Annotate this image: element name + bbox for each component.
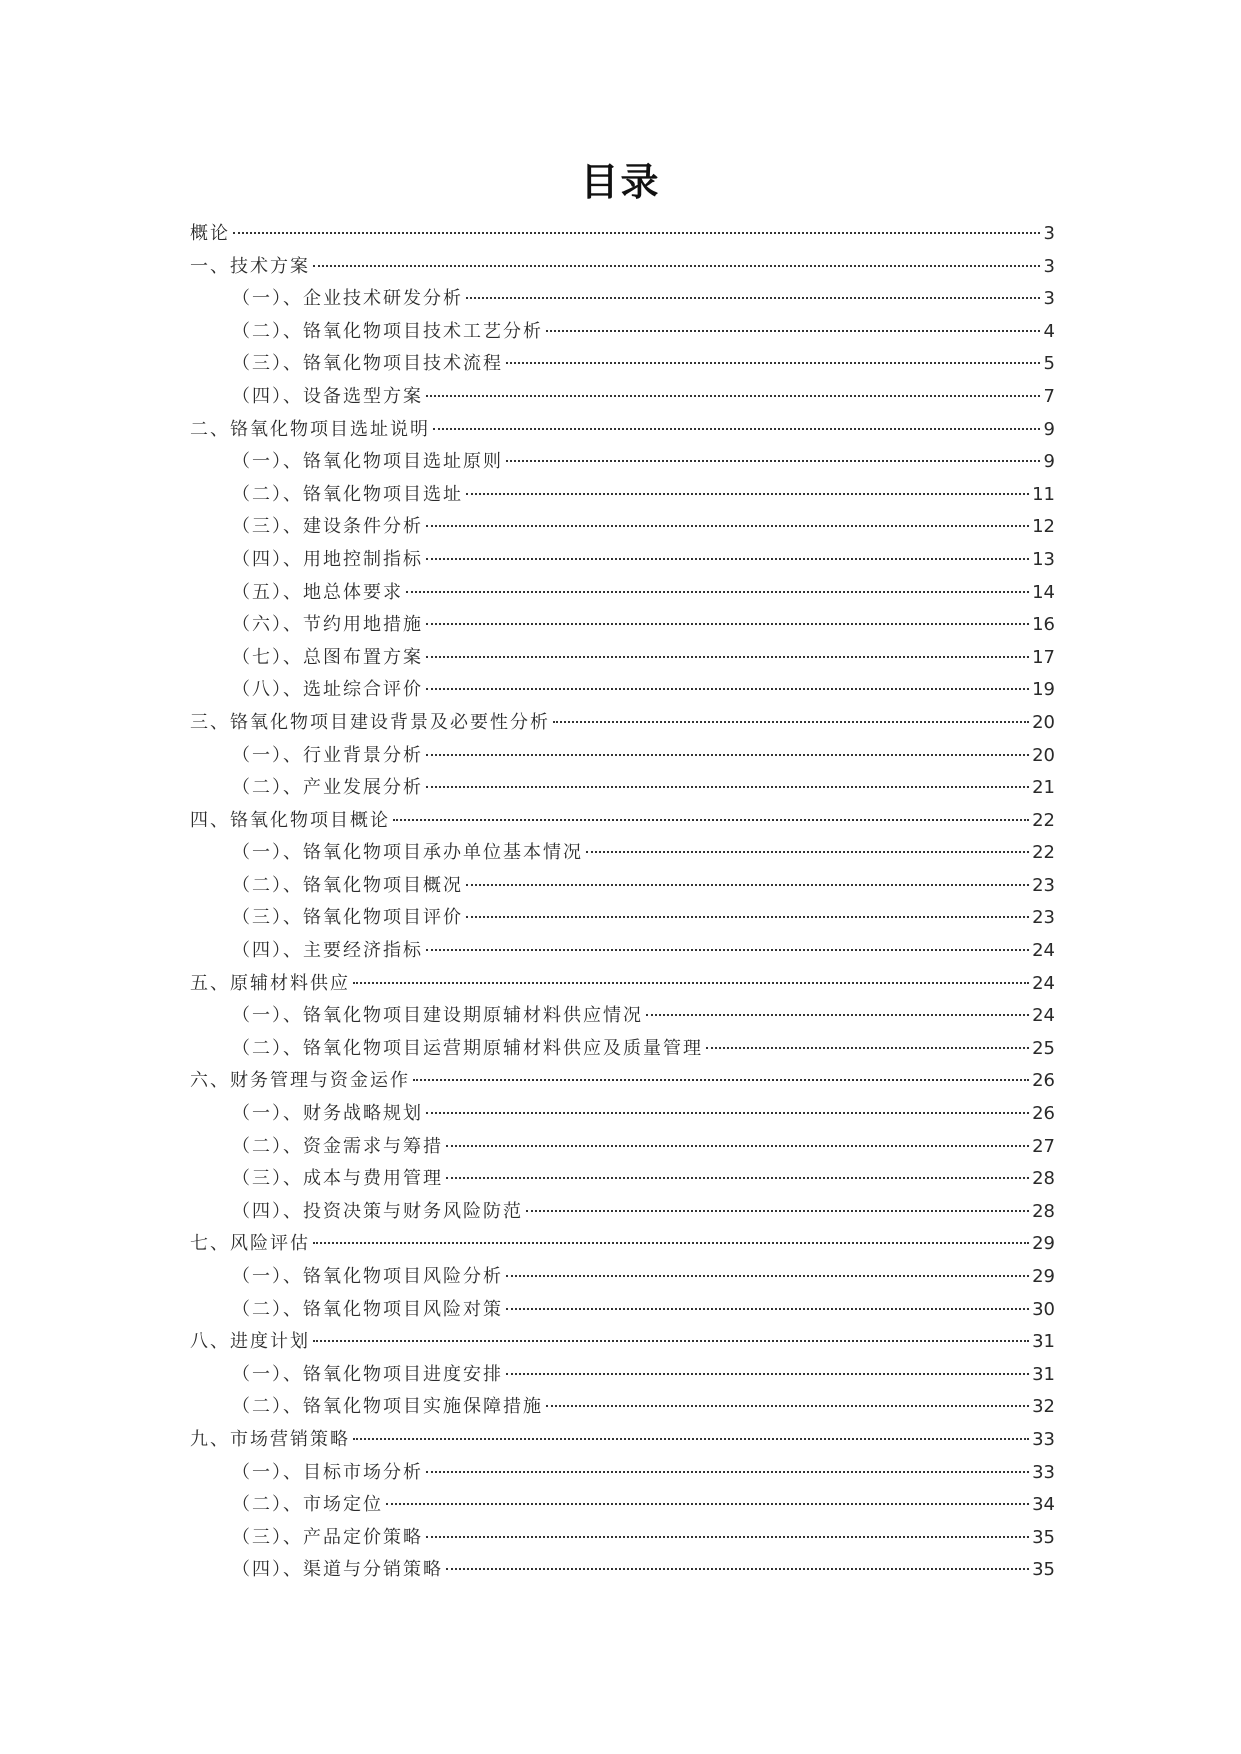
toc-section-entry[interactable] bbox=[190, 740, 1055, 773]
toc-page-number: 14 bbox=[1032, 581, 1055, 603]
toc-entry-label: （七）、总图布置方案 bbox=[232, 646, 423, 668]
toc-section-entry[interactable] bbox=[190, 348, 1055, 381]
toc-section-entry[interactable] bbox=[190, 1457, 1055, 1490]
toc-page-number: 3 bbox=[1043, 223, 1055, 244]
toc-dot-leader bbox=[526, 1210, 1029, 1212]
toc-dot-leader bbox=[506, 1373, 1029, 1375]
toc-page-number: 16 bbox=[1032, 614, 1055, 636]
toc-section-entry[interactable] bbox=[190, 1033, 1055, 1066]
toc-entry-label: （一）、行业背景分析 bbox=[232, 744, 423, 766]
toc-dot-leader bbox=[426, 525, 1029, 527]
toc-page-number: 11 bbox=[1032, 483, 1055, 505]
toc-entry-label: （五）、地总体要求 bbox=[232, 581, 403, 603]
toc-section-entry[interactable] bbox=[190, 1098, 1055, 1131]
toc-section-entry[interactable] bbox=[190, 1522, 1055, 1555]
toc-page-number: 32 bbox=[1032, 1396, 1055, 1418]
toc-dot-leader bbox=[313, 265, 1040, 267]
toc-chapter-entry[interactable] bbox=[190, 1065, 1055, 1098]
toc-entry-label: （一）、铬氧化物项目建设期原辅材料供应情况 bbox=[232, 1005, 643, 1027]
toc-dot-leader bbox=[393, 819, 1029, 821]
toc-entry-label: （四）、投资决策与财务风险防范 bbox=[232, 1200, 523, 1222]
toc-entry-label: （二）、铬氧化物项目技术工艺分析 bbox=[232, 320, 543, 342]
toc-section-entry[interactable] bbox=[190, 511, 1055, 544]
toc-page-number: 28 bbox=[1032, 1168, 1055, 1190]
toc-dot-leader bbox=[506, 460, 1040, 462]
toc-entry-label: （一）、铬氧化物项目风险分析 bbox=[232, 1266, 503, 1287]
toc-entry-label: （三）、铬氧化物项目技术流程 bbox=[232, 353, 503, 375]
toc-section-entry[interactable] bbox=[190, 1294, 1055, 1327]
toc-dot-leader bbox=[313, 1340, 1029, 1342]
toc-dot-leader bbox=[706, 1047, 1029, 1049]
toc-dot-leader bbox=[233, 232, 1040, 234]
toc-dot-leader bbox=[426, 623, 1029, 625]
toc-entry-label: （三）、成本与费用管理 bbox=[232, 1168, 443, 1190]
toc-entry-label: （六）、节约用地措施 bbox=[232, 614, 423, 636]
toc-page-number: 26 bbox=[1032, 1103, 1055, 1125]
toc-entry-label: （四）、设备选型方案 bbox=[232, 385, 423, 407]
toc-page-number: 4 bbox=[1043, 320, 1055, 342]
toc-section-entry[interactable] bbox=[190, 577, 1055, 610]
toc-entry-label: （四）、用地控制指标 bbox=[232, 548, 423, 570]
toc-dot-leader bbox=[506, 1308, 1029, 1310]
toc-page-number: 12 bbox=[1032, 516, 1055, 538]
toc-dot-leader bbox=[406, 591, 1029, 593]
toc-section-entry[interactable] bbox=[190, 1391, 1055, 1424]
toc-page-number: 24 bbox=[1032, 940, 1055, 962]
toc-dot-leader bbox=[386, 1503, 1029, 1505]
toc-page-number: 27 bbox=[1032, 1135, 1055, 1157]
toc-page-number: 28 bbox=[1032, 1200, 1055, 1222]
toc-page-number: 9 bbox=[1043, 451, 1055, 473]
toc-page-number: 17 bbox=[1032, 646, 1055, 668]
toc-dot-leader bbox=[466, 916, 1029, 918]
toc-dot-leader bbox=[466, 884, 1029, 886]
toc-entry-label: （四）、主要经济指标 bbox=[232, 940, 423, 962]
toc-entry-label: 五、原辅材料供应 bbox=[190, 972, 350, 994]
toc-dot-leader bbox=[546, 1405, 1029, 1407]
toc-section-entry[interactable] bbox=[190, 609, 1055, 642]
toc-dot-leader bbox=[553, 721, 1029, 723]
toc-section-entry[interactable] bbox=[190, 1000, 1055, 1033]
toc-dot-leader bbox=[506, 1275, 1029, 1277]
toc-page-number: 33 bbox=[1032, 1428, 1055, 1450]
toc-section-entry[interactable] bbox=[190, 544, 1055, 577]
toc-dot-leader bbox=[466, 297, 1040, 299]
toc-dot-leader bbox=[446, 1568, 1029, 1570]
toc-page-number: 23 bbox=[1032, 874, 1055, 896]
toc-dot-leader bbox=[646, 1014, 1029, 1016]
toc-dot-leader bbox=[426, 688, 1029, 690]
table-of-contents bbox=[190, 218, 1055, 1587]
toc-page-number: 23 bbox=[1032, 907, 1055, 929]
page-title: 目录 bbox=[580, 160, 661, 204]
toc-page-number: 22 bbox=[1032, 842, 1055, 864]
toc-page-number: 20 bbox=[1032, 744, 1055, 766]
toc-section-entry[interactable] bbox=[190, 642, 1055, 675]
toc-dot-leader bbox=[413, 1079, 1029, 1081]
toc-entry-label: 三、铬氧化物项目建设背景及必要性分析 bbox=[190, 711, 550, 733]
toc-page-number: 19 bbox=[1032, 679, 1055, 701]
toc-section-entry[interactable] bbox=[190, 316, 1055, 349]
toc-page-number: 29 bbox=[1032, 1266, 1055, 1287]
toc-section-entry[interactable] bbox=[190, 381, 1055, 414]
toc-page-number: 5 bbox=[1043, 353, 1055, 375]
toc-page-number: 26 bbox=[1032, 1070, 1055, 1092]
toc-entry-label: 六、财务管理与资金运作 bbox=[190, 1070, 410, 1092]
toc-entry-label: （二）、铬氧化物项目运营期原辅材料供应及质量管理 bbox=[232, 1037, 703, 1059]
toc-dot-leader bbox=[426, 754, 1029, 756]
toc-dot-leader bbox=[426, 1471, 1029, 1473]
toc-chapter-entry[interactable] bbox=[190, 218, 1055, 251]
toc-dot-leader bbox=[586, 851, 1029, 853]
toc-section-entry[interactable] bbox=[190, 446, 1055, 479]
toc-entry-label: 概论 bbox=[190, 223, 230, 244]
toc-page-number: 21 bbox=[1032, 777, 1055, 799]
toc-entry-label: （二）、资金需求与筹措 bbox=[232, 1135, 443, 1157]
toc-page-number: 7 bbox=[1043, 385, 1055, 407]
toc-dot-leader bbox=[353, 1438, 1029, 1440]
toc-dot-leader bbox=[546, 330, 1040, 332]
toc-dot-leader bbox=[426, 656, 1029, 658]
toc-section-entry[interactable] bbox=[190, 935, 1055, 968]
toc-section-entry[interactable] bbox=[190, 870, 1055, 903]
toc-entry-label: （四）、渠道与分销策略 bbox=[232, 1559, 443, 1581]
toc-entry-label: （一）、企业技术研发分析 bbox=[232, 288, 463, 310]
toc-dot-leader bbox=[313, 1242, 1029, 1244]
toc-dot-leader bbox=[506, 362, 1040, 364]
toc-chapter-entry[interactable] bbox=[190, 968, 1055, 1001]
toc-entry-label: 一、技术方案 bbox=[190, 255, 310, 277]
toc-chapter-entry[interactable] bbox=[190, 251, 1055, 284]
toc-entry-label: （二）、市场定位 bbox=[232, 1494, 383, 1516]
toc-section-entry[interactable] bbox=[190, 674, 1055, 707]
toc-entry-label: （一）、铬氧化物项目承办单位基本情况 bbox=[232, 842, 583, 864]
toc-entry-label: （一）、铬氧化物项目进度安排 bbox=[232, 1363, 503, 1385]
toc-section-entry[interactable] bbox=[190, 1489, 1055, 1522]
toc-chapter-entry[interactable] bbox=[190, 707, 1055, 740]
toc-entry-label: （一）、铬氧化物项目选址原则 bbox=[232, 451, 503, 473]
toc-entry-label: （三）、产品定价策略 bbox=[232, 1526, 423, 1548]
toc-section-entry[interactable] bbox=[190, 837, 1055, 870]
toc-page-number: 29 bbox=[1032, 1233, 1055, 1255]
toc-entry-label: 七、风险评估 bbox=[190, 1233, 310, 1255]
toc-entry-label: 八、进度计划 bbox=[190, 1331, 310, 1353]
toc-page-number: 31 bbox=[1032, 1331, 1055, 1353]
toc-entry-label: （一）、目标市场分析 bbox=[232, 1461, 423, 1483]
toc-section-entry[interactable] bbox=[190, 1131, 1055, 1164]
toc-chapter-entry[interactable] bbox=[190, 1326, 1055, 1359]
toc-chapter-entry[interactable] bbox=[190, 805, 1055, 838]
toc-chapter-entry[interactable] bbox=[190, 414, 1055, 447]
toc-entry-label: （三）、建设条件分析 bbox=[232, 516, 423, 538]
toc-dot-leader bbox=[433, 428, 1040, 430]
toc-page-number: 30 bbox=[1032, 1298, 1055, 1320]
toc-section-entry[interactable] bbox=[190, 1163, 1055, 1196]
toc-page-number: 24 bbox=[1032, 1005, 1055, 1027]
toc-page-number: 34 bbox=[1032, 1494, 1055, 1516]
toc-entry-label: （二）、铬氧化物项目实施保障措施 bbox=[232, 1396, 543, 1418]
toc-page-number: 22 bbox=[1032, 809, 1055, 831]
toc-page-number: 9 bbox=[1043, 418, 1055, 440]
toc-entry-label: 四、铬氧化物项目概论 bbox=[190, 809, 390, 831]
toc-entry-label: （二）、铬氧化物项目概况 bbox=[232, 874, 463, 896]
toc-page-number: 31 bbox=[1032, 1363, 1055, 1385]
toc-page-number: 35 bbox=[1032, 1526, 1055, 1548]
toc-page-number: 3 bbox=[1043, 288, 1055, 310]
toc-page-number: 33 bbox=[1032, 1461, 1055, 1483]
toc-entry-label: 九、市场营销策略 bbox=[190, 1428, 350, 1450]
toc-dot-leader bbox=[426, 395, 1040, 397]
toc-dot-leader bbox=[426, 1536, 1029, 1538]
toc-chapter-entry[interactable] bbox=[190, 1424, 1055, 1457]
toc-entry-label: （二）、铬氧化物项目风险对策 bbox=[232, 1298, 503, 1320]
toc-dot-leader bbox=[426, 558, 1029, 560]
toc-entry-label: （二）、铬氧化物项目选址 bbox=[232, 483, 463, 505]
toc-section-entry[interactable] bbox=[190, 1196, 1055, 1229]
toc-entry-label: （二）、产业发展分析 bbox=[232, 777, 423, 799]
toc-dot-leader bbox=[426, 949, 1029, 951]
toc-entry-label: （一）、财务战略规划 bbox=[232, 1103, 423, 1125]
toc-section-entry[interactable] bbox=[190, 1359, 1055, 1392]
toc-entry-label: （三）、铬氧化物项目评价 bbox=[232, 907, 463, 929]
toc-section-entry[interactable] bbox=[190, 1554, 1055, 1587]
toc-dot-leader bbox=[426, 786, 1029, 788]
toc-page-number: 20 bbox=[1032, 711, 1055, 733]
toc-page-number: 13 bbox=[1032, 548, 1055, 570]
toc-section-entry[interactable] bbox=[190, 283, 1055, 316]
toc-section-entry[interactable] bbox=[190, 1261, 1055, 1294]
toc-page-number: 35 bbox=[1032, 1559, 1055, 1581]
toc-section-entry[interactable] bbox=[190, 479, 1055, 512]
toc-chapter-entry[interactable] bbox=[190, 1228, 1055, 1261]
toc-dot-leader bbox=[426, 1112, 1029, 1114]
toc-page-number: 3 bbox=[1043, 255, 1055, 277]
toc-page-number: 25 bbox=[1032, 1037, 1055, 1059]
toc-entry-label: （八）、选址综合评价 bbox=[232, 679, 423, 701]
toc-dot-leader bbox=[446, 1177, 1029, 1179]
toc-page-number: 24 bbox=[1032, 972, 1055, 994]
toc-section-entry[interactable] bbox=[190, 902, 1055, 935]
toc-dot-leader bbox=[446, 1145, 1029, 1147]
toc-dot-leader bbox=[353, 982, 1029, 984]
toc-dot-leader bbox=[466, 493, 1029, 495]
toc-entry-label: 二、铬氧化物项目选址说明 bbox=[190, 418, 430, 440]
toc-section-entry[interactable] bbox=[190, 772, 1055, 805]
